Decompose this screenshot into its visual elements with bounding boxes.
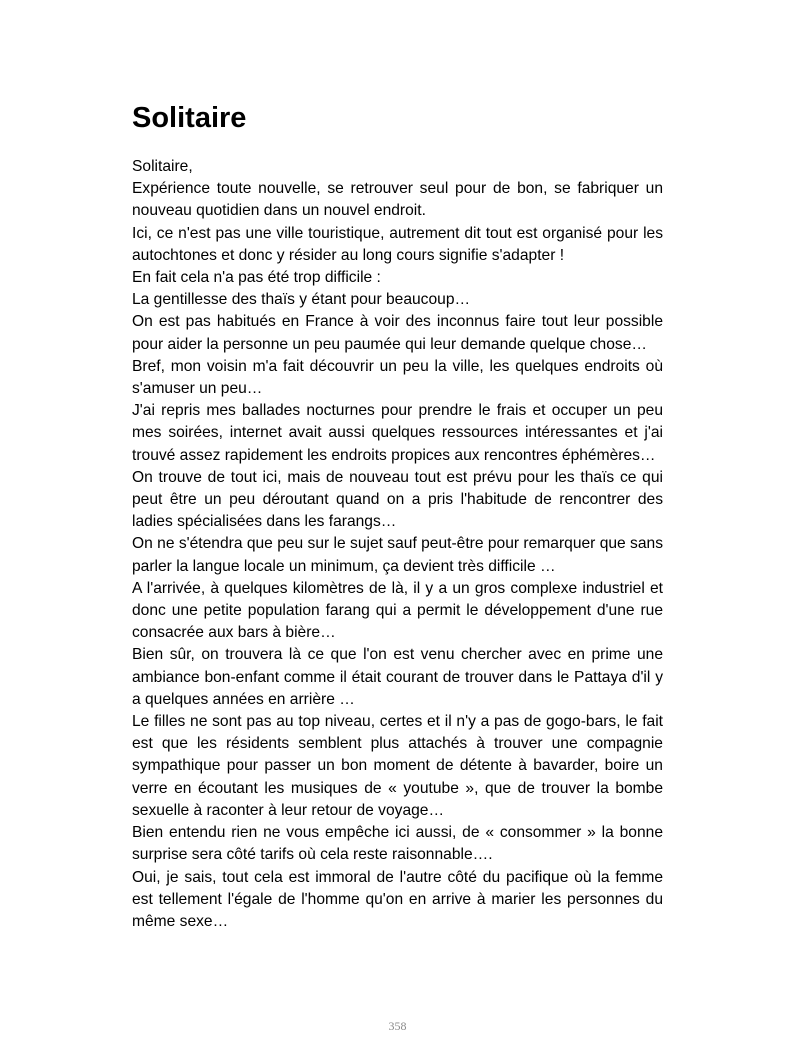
paragraph: On trouve de tout ici, mais de nouveau tout est prévu pour les thaïs ce qui peut être un peu déroutant quand on a pris l'habitude de rencontrer des ladies spécialisées dans les farangs… <box>132 468 663 531</box>
body-text <box>132 156 663 933</box>
paragraph: Oui, je sais, tout cela est immoral de l'autre côté du pacifique où la femme est tellement l'égale de l'homme qu'on en arrive à marier les personnes du même sexe… <box>132 868 663 930</box>
paragraph: En fait cela n'a pas été trop difficile : <box>132 269 381 287</box>
paragraph: Expérience toute nouvelle, se retrouver seul pour de bon, se fabriquer un nouveau quotidien dans un nouvel endroit. <box>132 180 663 220</box>
paragraph: Ici, ce n'est pas une ville touristique, autrement dit tout est organisé pour les autochtones et donc y résider au long cours signifie s'adapter ! <box>132 224 663 264</box>
paragraph: A l'arrivée, à quelques kilomètres de là, il y a un gros complexe industriel et donc une petite population farang qui a permit le développement d'une rue consacrée aux bars à bière… <box>132 579 663 642</box>
paragraph: Bien entendu rien ne vous empêche ici aussi, de « consommer » la bonne surprise sera côté tarifs où cela reste raisonnable…. <box>132 824 663 864</box>
paragraph: Solitaire, <box>132 158 193 175</box>
paragraph: J'ai repris mes ballades nocturnes pour prendre le frais et occuper un peu mes soirées, internet avait aussi quelques ressources intéressantes et j'ai trouvé assez rapidement les endroits propices aux rencontres éphémères… <box>132 402 663 464</box>
paragraph: Bien sûr, on trouvera là ce que l'on est venu chercher avec en prime une ambiance bon-enfant comme il était courant de trouver dans le Pattaya d'il y a quelques années en arrière … <box>132 646 663 708</box>
paragraph: La gentillesse des thaïs y étant pour beaucoup… <box>132 291 471 309</box>
page-title: Solitaire <box>132 102 247 134</box>
paragraph: Bref, mon voisin m'a fait découvrir un peu la ville, les quelques endroits où s'amuser un peu… <box>132 357 663 398</box>
page-number: 358 <box>388 1019 407 1033</box>
paragraph: Le filles ne sont pas au top niveau, certes et il n'y a pas de gogo-bars, le fait est que les résidents semblent plus attachés à trouver une compagnie sympathique pour passer un bon moment de détente à bavarder, boire un verre en écoutant les musiques de « youtube », que de trouver la bombe sexuelle à raconter à leur retour de voyage… <box>132 713 663 819</box>
paragraph: On ne s'étendra que peu sur le sujet sauf peut-être pour remarquer que sans parler la langue locale un minimum, ça devient très difficile … <box>132 535 663 575</box>
paragraph: On est pas habitués en France à voir des inconnus faire tout leur possible pour aider la personne un peu paumée qui leur demande quelque chose… <box>132 313 663 353</box>
